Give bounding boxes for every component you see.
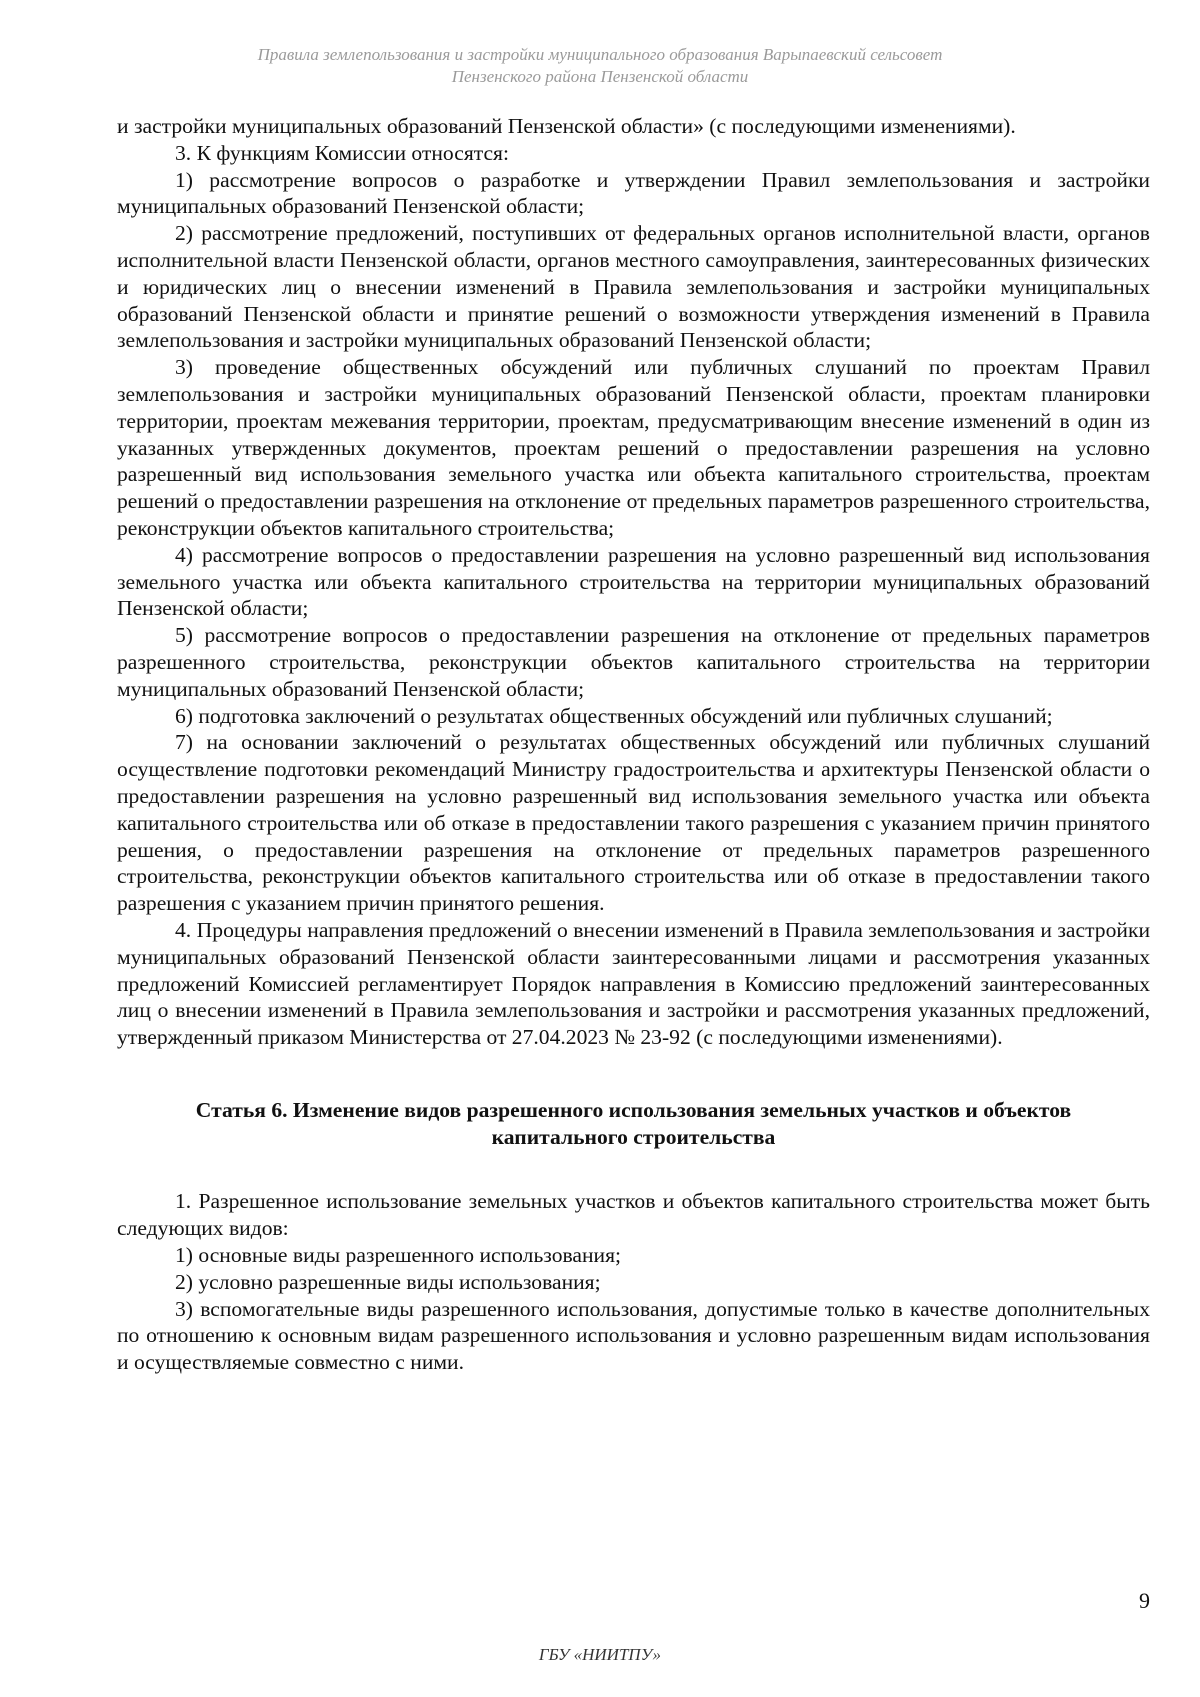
page-number: 9 xyxy=(1139,1588,1150,1613)
paragraph: 4. Процедуры направления предложений о внесении изменений в Правила землепользования и застройки муниципальных образований Пензенской области заинтересованными лицами и рассмотрения указанных предложений Комиссией регламентирует Порядок направления в Комиссию предложений заинтересованных лиц о внесении изменений в Правила землепользования и застройки и рассмотрения указанных предложений, утвержденный приказом Министерства от 27.04.2023 № 23-92 (с последующими изменениями). xyxy=(117,917,1150,1050)
document-body xyxy=(117,113,1150,1376)
section-heading-line-1: Статья 6. Изменение видов разрешенного использования земельных участков и объектов xyxy=(195,1097,1072,1122)
section-heading-line-2: капитального строительства xyxy=(491,1124,776,1149)
list-item: 6) подготовка заключений о результатах общественных обсуждений или публичных слушаний; xyxy=(175,703,1053,728)
list-item: 2) условно разрешенные виды использования; xyxy=(175,1269,601,1294)
running-footer: ГБУ «НИИТПУ» xyxy=(538,1645,662,1664)
paragraph: и застройки муниципальных образований Пензенской области» (с последующими изменениями). xyxy=(117,114,1016,138)
list-item: 7) на основании заключений о результатах общественных обсуждений или публичных слушаний осуществление подготовки рекомендаций Министру градостроительства и архитектуры Пензенской области о предоставлении разрешения на условно разрешенный вид использования земельного участка или объекта капитального строительства или об отказе в предоставлении такого разрешения с указанием причин принятого решения, о предоставлении разрешения на отклонение от предельных параметров разрешенного строительства, реконструкции объектов капитального строительства или об отказе в предоставлении такого разрешения с указанием причин принятого решения. xyxy=(117,730,1150,916)
running-header xyxy=(0,44,1200,88)
list-item: 4) рассмотрение вопросов о предоставлении разрешения на условно разрешенный вид использования земельного участка или объекта капитального строительства на территории муниципальных образований Пензенской области; xyxy=(117,542,1150,621)
list-item: 1) рассмотрение вопросов о разработке и утверждении Правил землепользования и застройки муниципальных образований Пензенской области; xyxy=(117,167,1150,219)
paragraph: 1. Разрешенное использование земельных участков и объектов капитального строительства может быть следующих видов: xyxy=(117,1189,1150,1241)
paragraph: 3. К функциям Комиссии относятся: xyxy=(175,140,509,165)
header-line-1: Правила землепользования и застройки муниципального образования Варыпаевский сельсовет xyxy=(257,45,943,64)
list-item: 2) рассмотрение предложений, поступивших от федеральных органов исполнительной власти, органов исполнительной власти Пензенской области, органов местного самоуправления, заинтересованных физических и юридических лиц о внесении изменений в Правила землепользования и застройки муниципальных образований Пензенской области и принятие решений о возможности утверждения изменений в Правила землепользования и застройки муниципальных образований Пензенской области; xyxy=(117,221,1150,353)
list-item: 3) вспомогательные виды разрешенного использования, допустимые только в качестве дополнительных по отношению к основным видам разрешенного использования и условно разрешенным видам использования и осуществляемые совместно с ними. xyxy=(117,1296,1150,1375)
header-line-2: Пензенского района Пензенской области xyxy=(451,67,749,86)
list-item: 1) основные виды разрешенного использования; xyxy=(175,1243,622,1268)
list-item: 3) проведение общественных обсуждений или публичных слушаний по проектам Правил землепользования и застройки муниципальных образований Пензенской области, проектам планировки территории, проектам межевания территории, проектам, предусматривающим внесение изменений в один из указанных утвержденных документов, проектам решений о предоставлении разрешения на условно разрешенный вид использования земельного участка или объекта капитального строительства, проектам решений о предоставлении разрешения на отклонение от предельных параметров разрешенного строительства, реконструкции объектов капитального строительства; xyxy=(117,355,1150,540)
section-heading xyxy=(117,1097,1150,1151)
list-item: 5) рассмотрение вопросов о предоставлении разрешения на отклонение от предельных параметров разрешенного строительства, реконструкции объектов капитального строительства на территории муниципальных образований Пензенской области; xyxy=(117,623,1150,701)
